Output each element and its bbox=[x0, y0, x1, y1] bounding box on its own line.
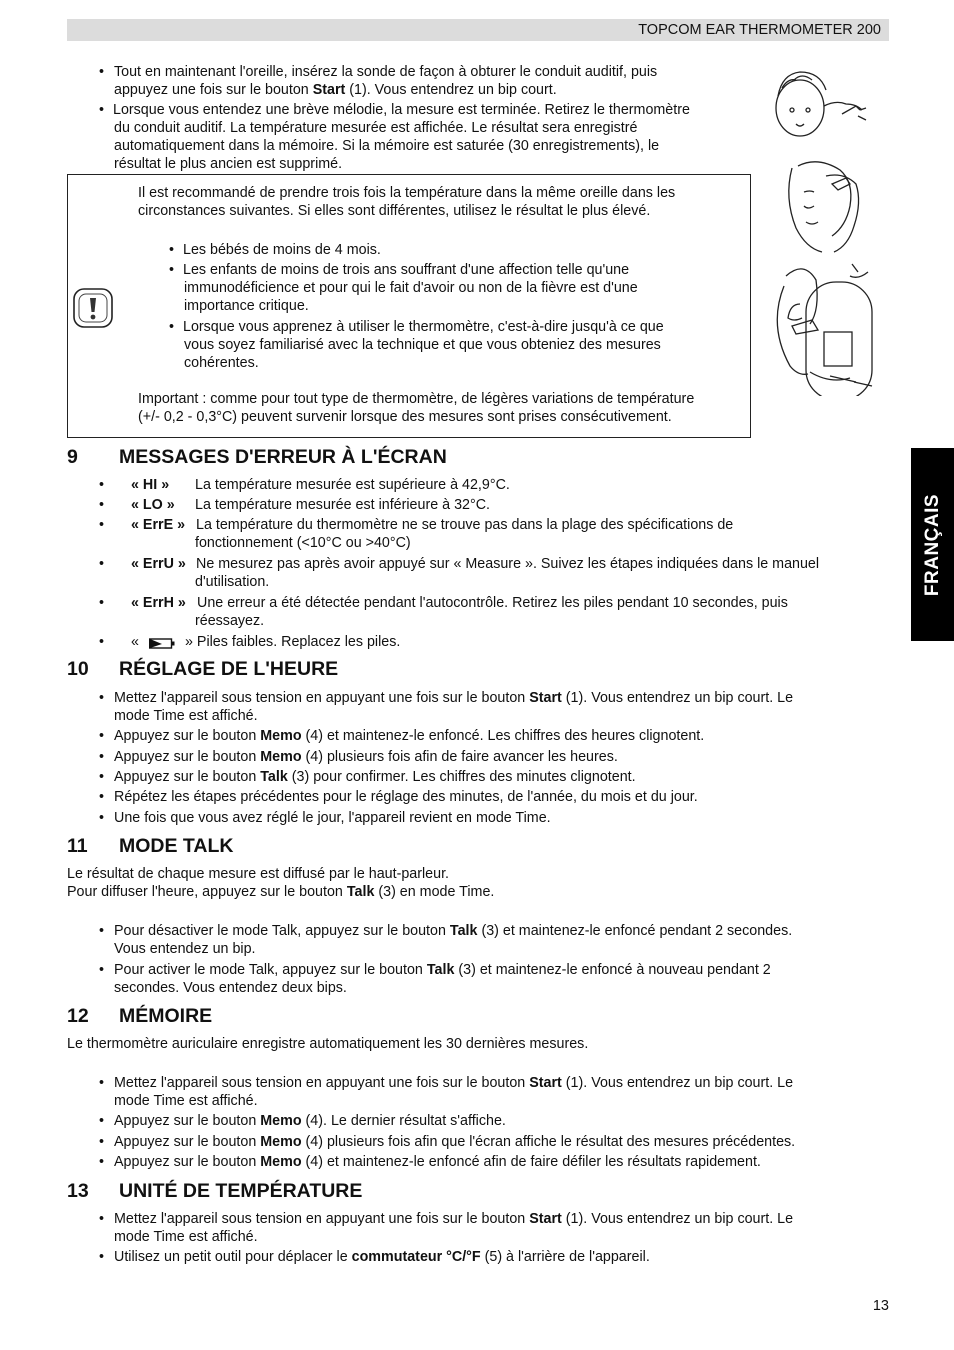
sec11-paragraph-2: Pour diffuser l'heure, appuyez sur le bouton Talk (3) en mode Time. bbox=[67, 884, 495, 900]
ear-measurement-illustration bbox=[770, 66, 876, 396]
sec13-bullet-1: • Mettez l'appareil sous tension en appuyant une fois sur le bouton Start (1). Vous entendrez un bip court. Le mode Time est affiché. bbox=[99, 1211, 794, 1245]
note-box bbox=[67, 174, 751, 438]
sec10-bullet-2: • Appuyez sur le bouton Memo (4) et maintenez-le enfoncé. Les chiffres des heures clignotent. bbox=[99, 728, 705, 744]
sec13-bullet-2: • Utilisez un petit outil pour déplacer le commutateur °C/°F (5) à l'arrière de l'appareil. bbox=[99, 1249, 650, 1265]
note-important-line1: Important : comme pour tout type de thermomètre, de légères variations de température bbox=[138, 391, 695, 407]
sec11-bullet-1: • Pour désactiver le mode Talk, appuyez sur le bouton Talk (3) et maintenez-le enfoncé pendant 2 secondes. Vous entendez un bip. bbox=[99, 923, 793, 957]
sec12-paragraph: Le thermomètre auriculaire enregistre automatiquement les 30 dernières mesures. bbox=[67, 1036, 589, 1052]
header-title: TOPCOM EAR THERMOMETER 200 bbox=[638, 22, 881, 38]
intro-bullet-2: • Lorsque vous entendez une brève mélodie, la mesure est terminée. Retirez le thermomètre du conduit auditif. La température mesurée est affichée. Le résultat sera enregistré automatiquement dans la mémoire. Si la mémoire est saturée (30 enregistrements), le résultat le plus ancien est supprimé. bbox=[99, 102, 690, 172]
intro-bullet-1: • Tout en maintenant l'oreille, insérez la sonde de façon à obturer le conduit auditif, puis appuyez une fois sur le bouton Start (1). Vous entendrez un bip court. bbox=[99, 64, 658, 98]
note-intro-line1: Il est recommandé de prendre trois fois la température dans la même oreille dans les bbox=[138, 185, 676, 201]
sec12-bullet-4: • Appuyez sur le bouton Memo (4) et maintenez-le enfoncé afin de faire défiler les résultats rapidement. bbox=[99, 1154, 761, 1170]
sec11-bullet-2: • Pour activer le mode Talk, appuyez sur le bouton Talk (3) et maintenez-le enfoncé à nouveau pendant 2 secondes. Vous entendez deux bips. bbox=[99, 962, 771, 996]
sec10-bullet-4: • Appuyez sur le bouton Talk (3) pour confirmer. Les chiffres des minutes clignotent. bbox=[99, 769, 636, 785]
note-important-line2: (+/- 0,2 - 0,3°C) peuvent survenir lorsque des mesures sont prises consécutivement. bbox=[138, 409, 672, 425]
woman-face-icon bbox=[789, 162, 859, 252]
note-bullet-1: • Les bébés de moins de 4 mois. bbox=[169, 242, 381, 258]
sec10-bullet-3: • Appuyez sur le bouton Memo (4) plusieurs fois afin de faire avancer les heures. bbox=[99, 749, 618, 765]
low-battery-icon bbox=[149, 638, 175, 649]
language-tab-label: FRANÇAIS bbox=[921, 493, 943, 596]
ear-thermometer-icon bbox=[777, 264, 872, 396]
sec12-bullet-1: • Mettez l'appareil sous tension en appuyant une fois sur le bouton Start (1). Vous entendrez un bip court. Le mode Time est affiché. bbox=[99, 1075, 794, 1109]
warning-exclamation-icon bbox=[72, 287, 114, 329]
sec12-bullet-3: • Appuyez sur le bouton Memo (4) plusieurs fois afin que l'écran affiche le résultat des mesures précédentes. bbox=[99, 1134, 796, 1150]
sec11-paragraph-1: Le résultat de chaque mesure est diffusé par le haut-parleur. bbox=[67, 866, 450, 882]
note-bullet-3: • Lorsque vous apprenez à utiliser le thermomètre, c'est-à-dire jusqu'à ce que vous soyez familiarisé avec la technique et que vous obteniez des mesures cohérentes. bbox=[169, 319, 664, 371]
language-tab bbox=[911, 448, 954, 641]
sec10-bullet-5: • Répétez les étapes précédentes pour le réglage des minutes, de l'année, du mois et du jour. bbox=[99, 789, 698, 805]
header-bar bbox=[67, 19, 889, 41]
note-intro-line2: circonstances suivantes. Si elles sont différentes, utilisez le résultat le plus élevé. bbox=[138, 203, 651, 219]
sec10-bullet-1: • Mettez l'appareil sous tension en appuyant une fois sur le bouton Start (1). Vous entendrez un bip court. Le mode Time est affiché. bbox=[99, 690, 794, 724]
note-bullet-2: • Les enfants de moins de trois ans souffrant d'une affection telle qu'une immunodéficience et pour qui le fait d'avoir ou non de la fièvre est d'une importance critique. bbox=[169, 262, 638, 314]
page-number: 13 bbox=[872, 1298, 889, 1314]
sec12-bullet-2: • Appuyez sur le bouton Memo (4). Le dernier résultat s'affiche. bbox=[99, 1113, 506, 1129]
baby-face-icon bbox=[776, 72, 866, 136]
sec10-bullet-6: • Une fois que vous avez réglé le jour, l'appareil revient en mode Time. bbox=[99, 810, 551, 826]
